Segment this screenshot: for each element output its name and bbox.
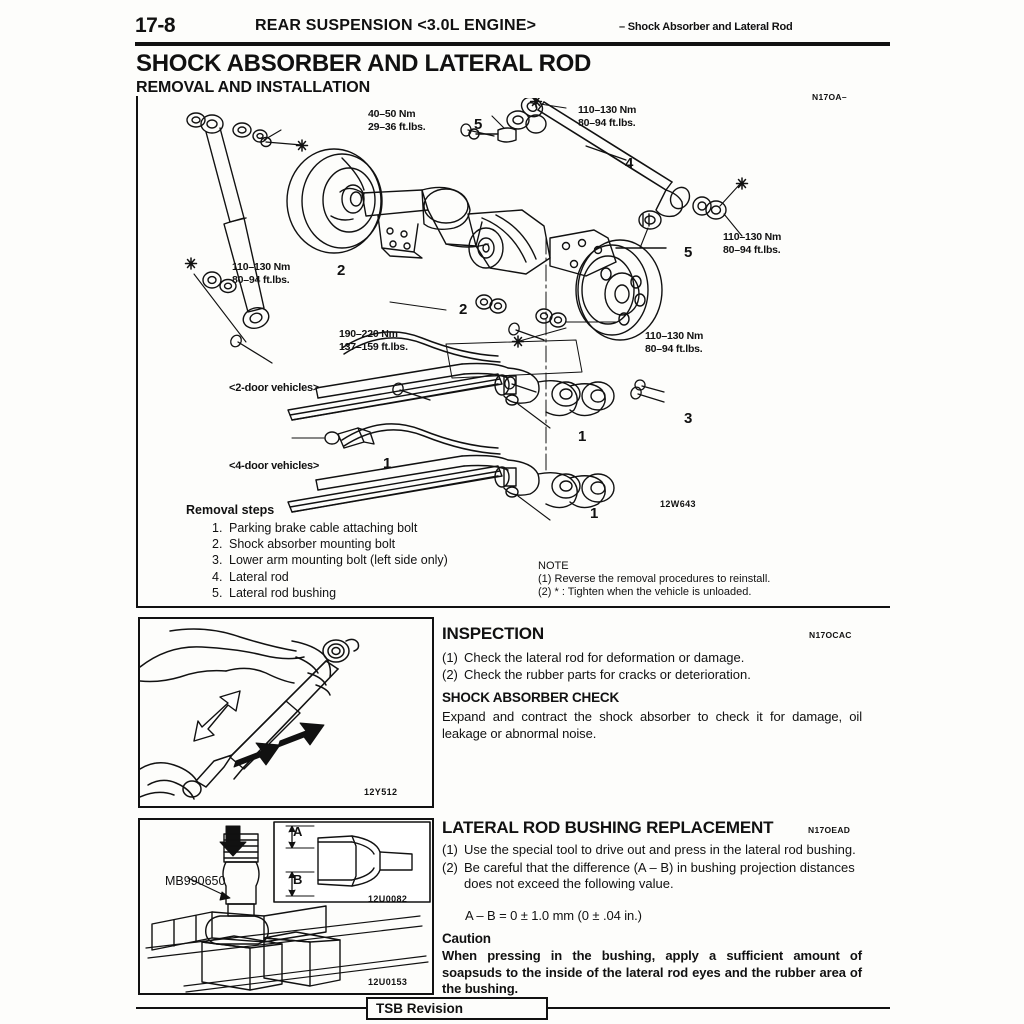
- page-header: [135, 14, 890, 40]
- torque-label-5: 190–220 Nm 137–159 ft.lbs.: [339, 328, 408, 353]
- list-item: 5. Lateral rod bushing: [212, 585, 337, 600]
- inspection-figure-id: 12Y512: [364, 787, 398, 797]
- callout-1-b: 1: [383, 455, 392, 472]
- page-number: 17-8: [135, 14, 176, 37]
- footer-rule-left: [136, 1007, 366, 1009]
- caution-body: When pressing in the bushing, apply a sufficient amount of soapsuds to the inside of the lateral rod eyes and the rubber area of the bushing.: [442, 948, 862, 996]
- torque-label-2: 110–130 Nm 80–94 ft.lbs.: [578, 104, 637, 129]
- dimension-label-b: B: [293, 872, 303, 887]
- tsb-revision-label: TSB Revision: [376, 1001, 464, 1016]
- list-item: 3. Lower arm mounting bolt (left side only): [212, 553, 448, 568]
- callout-3: 3: [684, 410, 693, 427]
- note-line: (1) Reverse the removal procedures to reinstall.: [538, 573, 771, 585]
- torque-label-3: 110–130 Nm 80–94 ft.lbs.: [232, 261, 291, 286]
- special-tool-number: MB990650: [165, 874, 226, 888]
- bushing-figure-id: 12U0153: [368, 977, 408, 987]
- note-line: (2) * : Tighten when the vehicle is unloaded.: [538, 586, 752, 598]
- callout-5-top: 5: [474, 116, 483, 133]
- bushing-art: [140, 820, 432, 993]
- section-ref-code: N17OA–: [812, 92, 847, 102]
- bushing-items: [442, 842, 867, 893]
- list-item: (2) Be careful that the difference (A – B) in bushing projection distances does not exceed the following value.: [442, 859, 855, 891]
- list-item: (2) Check the rubber parts for cracks or deterioration.: [442, 666, 751, 682]
- list-item: 2. Shock absorber mounting bolt: [212, 537, 396, 552]
- bushing-heading: LATERAL ROD BUSHING REPLACEMENT: [442, 818, 774, 837]
- callout-2-mid: 2: [459, 301, 468, 318]
- tsb-revision-box: [366, 997, 548, 1020]
- section-subtitle: REMOVAL AND INSTALLATION: [136, 79, 371, 96]
- caution-heading: Caution: [442, 931, 491, 946]
- torque-label-4: 110–130 Nm 80–94 ft.lbs.: [723, 231, 782, 256]
- inspection-heading: INSPECTION: [442, 624, 544, 643]
- bushing-ref-code: N17OEAD: [808, 825, 851, 835]
- callout-1-a: 1: [578, 428, 587, 445]
- callout-1-c: 1: [590, 505, 599, 522]
- dimension-label-a: A: [293, 824, 303, 839]
- shock-absorber-check-heading: SHOCK ABSORBER CHECK: [442, 690, 620, 705]
- inspection-items: [442, 650, 872, 683]
- bushing-inset-figure-id: 12U0082: [368, 894, 408, 904]
- header-divider: [135, 42, 890, 46]
- bushing-value: A – B = 0 ± 1.0 mm (0 ± .04 in.): [465, 908, 642, 923]
- footer-rule-right: [548, 1007, 890, 1009]
- callout-5-right: 5: [684, 244, 693, 261]
- torque-label-1: 40–50 Nm 29–36 ft.lbs.: [368, 108, 426, 133]
- removal-steps-heading: Removal steps: [186, 503, 275, 517]
- removal-steps-list: [212, 520, 448, 601]
- callout-4: 4: [625, 155, 634, 172]
- page-title: SHOCK ABSORBER AND LATERAL ROD: [136, 50, 592, 77]
- diagram-figure-id: 12W643: [660, 499, 696, 509]
- list-item: 1. Parking brake cable attaching bolt: [212, 521, 418, 535]
- list-item: (1) Use the special tool to drive out and press in the lateral rod bushing.: [442, 842, 856, 857]
- note-block: [538, 560, 770, 599]
- note-heading: NOTE: [538, 560, 569, 572]
- header-subtitle: – Shock Absorber and Lateral Rod: [619, 21, 793, 33]
- torque-label-6: 110–130 Nm 80–94 ft.lbs.: [645, 330, 704, 355]
- list-item: (1) Check the lateral rod for deformation or damage.: [442, 650, 745, 665]
- shock-check-art: [140, 619, 432, 806]
- callout-2-left: 2: [337, 262, 346, 279]
- inspection-ref-code: N17OCAC: [809, 630, 852, 640]
- variant-label-2door: <2-door vehicles>: [229, 382, 320, 394]
- shock-absorber-check-body: Expand and contract the shock absorber to check it for damage, oil leakage or abnormal noise.: [442, 709, 862, 741]
- variant-label-4door: <4-door vehicles>: [229, 460, 320, 472]
- list-item: 4. Lateral rod: [212, 569, 289, 584]
- header-title: REAR SUSPENSION <3.0L ENGINE>: [255, 17, 537, 34]
